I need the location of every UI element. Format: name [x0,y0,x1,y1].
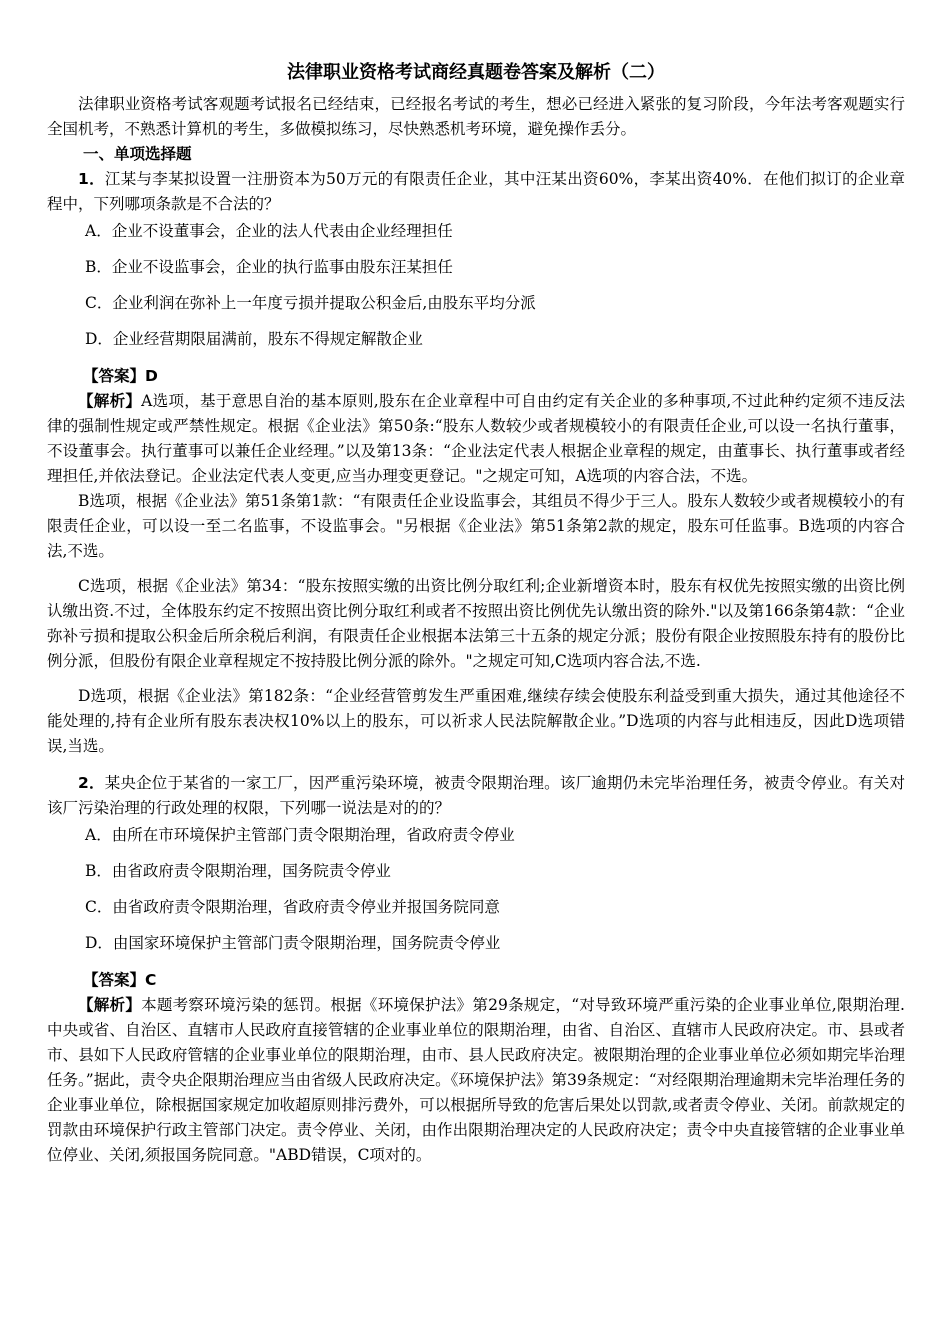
answer-label: 【答案】 [83,367,146,385]
answer-line [47,364,905,389]
intro-paragraph: 法律职业资格考试客观题考试报名已经结束，已经报名考试的考生，想必已经进入紧张的复习阶段，今年法考客观题实行全国机考，不熟悉计算机的考生，多做模拟练习，尽快熟悉机考环境，避免操作丢分。 [47,95,905,138]
analysis-paragraph [47,993,905,1168]
analysis-paragraph [47,389,905,489]
question-1 [47,167,905,217]
answer-value: D [145,367,158,385]
answer-label: 【答案】 [83,971,146,989]
analysis-text: 本题考察环境污染的惩罚。根据《环境保护法》第29条规定，“对导致环境严重污染的企业事业单位,限期治理.中央或省、自治区、直辖市人民政府直接管辖的企业事业单位的限期治理，由省、自治区、直辖市人民政府决定。市、县或者市、县如下人民政府管辖的企业事业单位的限期治理，由市、县人民政府决定。被限期治理的企业事业单位必须如期完毕治理任务。”据此，责令央企限期治理应当由省级人民政府决定。《环境保护法》第39条规定：“对经限期治理逾期未完毕治理任务的企业事业单位，除根据国家规定加收超原则排污费外，可以根据所导致的危害后果处以罚款,或者责令停业、关闭。前款规定的罚款由环境保护行政主管部门决定。责令停业、关闭，由作出限期治理决定的人民政府决定；责令中央直接管辖的企业事业单位停业、关闭,须报国务院同意。"ABD错误，C项对的。 [47,996,905,1164]
answer-value: C [145,971,157,989]
document-page [47,60,905,1168]
answer-line [47,968,905,993]
question-number: 2． [78,774,105,792]
analysis-paragraph: C选项，根据《企业法》第34：“股东按照实缴的出资比例分取红利;企业新增资本时，股东有权优先按照实缴的出资比例认缴出资.不过，全体股东约定不按照出资比例分取红利或者不按照出资比例优先认缴出资的除外."以及第166条第4款：“企业弥补亏损和提取公积金后所余税后利润，有限责任企业根据本法第三十五条的规定分派；股份有限企业按照股东持有的股份比例分派，但股份有限企业章程规定不按持股比例分派的除外。"之规定可知,C选项内容合法,不选. [47,577,905,670]
analysis-paragraph: B选项，根据《企业法》第51条第1款：“有限责任企业设监事会，其组员不得少于三人。股东人数较少或者规模较小的有限责任企业，可以设一至二名监事，不设监事会。"另根据《企业法》第51条第2款的规定，股东可任监事。B选项的内容合法,不选。 [47,492,905,560]
page-title: 法律职业资格考试商经真题卷答案及解析（二） [287,62,665,83]
analysis-paragraph: D选项，根据《企业法》第182条：“企业经营管剪发生严重困难,继续存续会使股东利益受到重大损失，通过其他途径不能处理的,持有企业所有股东表决权10%以上的股东，可以祈求人民法院解散企业。”D选项的内容与此相违反，因此D选项错误,当选。 [47,687,905,755]
option-b: B．企业不设监事会，企业的执行监事由股东汪某担任 [85,258,453,276]
question-stem: 江某与李某拟设置一注册资本为50万元的有限责任企业，其中汪某出资60%，李某出资40%．在他们拟订的企业章程中，下列哪项条款是不合法的？ [47,170,905,213]
section-heading: 一、单项选择题 [83,145,192,163]
option-a: A．由所在市环境保护主管部门责令限期治理，省政府责令停业 [85,826,515,844]
option-b: B．由省政府责令限期治理，国务院责令停业 [85,862,391,880]
question-number: 1． [78,170,105,188]
option-d: D．企业经营期限届满前，股东不得规定解散企业 [85,330,423,348]
option-a: A．企业不设董事会，企业的法人代表由企业经理担任 [85,222,453,240]
option-c: C．由省政府责令限期治理，省政府责令停业并报国务院同意 [85,898,500,916]
analysis-label: 【解析】 [78,392,142,410]
question-2 [47,771,905,821]
option-c: C．企业利润在弥补上一年度亏损并提取公积金后,由股东平均分派 [85,294,536,312]
question-stem: 某央企位于某省的一家工厂，因严重污染环境，被责令限期治理。该厂逾期仍未完毕治理任务，被责令停业。有关对该厂污染治理的行政处理的权限，下列哪一说法是对的的？ [47,774,905,817]
analysis-label: 【解析】 [78,996,142,1014]
analysis-text: A选项，基于意思自治的基本原则,股东在企业章程中可自由约定有关企业的多种事项,不过此种约定须不违反法律的强制性规定或严禁性规定。根据《企业法》第50条:“股东人数较少或者规模较小的有限责任企业,可以设一名执行董事，不设董事会。执行董事可以兼任企业经理。”以及第13条：“企业法定代表人根据企业章程的规定，由董事长、执行董事或者经理担任,并依法登记。企业法定代表人变更,应当办理变更登记。"之规定可知，A选项的内容合法，不选。 [47,392,905,485]
option-d: D．由国家环境保护主管部门责令限期治理，国务院责令停业 [85,934,501,952]
